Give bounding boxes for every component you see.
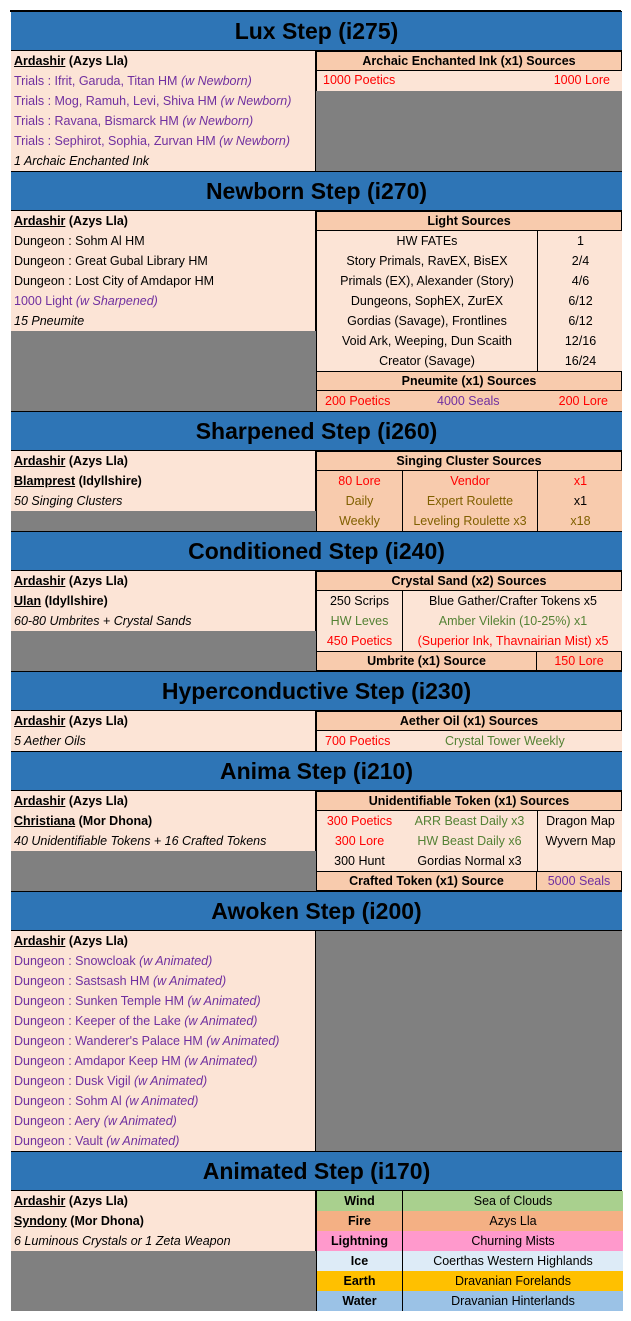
crystal-row2-b: Amber Vilekin (10-25%) x1 [438,614,588,628]
animated-empty-area [11,1251,316,1311]
singing-cluster-table [316,471,622,531]
light-row-source: Creator (Savage) [379,354,475,368]
newborn-dungeon-2: Dungeon : Great Gubal Library HM [14,254,208,268]
section-title-newborn: Newborn Step (i270) [11,171,622,211]
umbrite-header: Umbrite (x1) Source [316,651,537,671]
light-row-source: HW FATEs [396,234,458,248]
section-title-sharpened: Sharpened Step (i260) [11,411,622,451]
newborn-light: 1000 Light (w Sharpened) [14,294,158,308]
token-row3-a: 300 Hunt [334,854,385,868]
anima-requirement: 40 Unidentifiable Tokens + 16 Crafted Tokens [14,834,267,848]
zone-coerthas: Coerthas Western Highlands [402,1251,623,1271]
light-row-source: Story Primals, RavEX, BisEX [346,254,508,268]
token-row3-b: Gordias Normal x3 [417,854,522,868]
anima-npc2: Christiana (Mor Dhona) [14,814,153,828]
awoken-dungeon: Dungeon : Keeper of the Lake (w Animated) [14,1014,258,1028]
anima-empty-area [11,851,316,891]
awoken-dungeon: Dungeon : Wanderer's Palace HM (w Animated) [14,1034,280,1048]
pneumite-sources-row [316,391,622,411]
relic-guide-sheet [10,10,621,1308]
zone-azys-lla: Azys Lla [402,1211,623,1231]
section-title-awoken: Awoken Step (i200) [11,891,622,931]
hyper-left-panel [11,711,316,751]
section-title-lux: Lux Step (i275) [11,11,622,51]
crystal-sand-header: Crystal Sand (x2) Sources [316,571,622,591]
singing-row1-c: x1 [573,474,588,488]
animated-requirement: 6 Luminous Crystals or 1 Zeta Weapon [14,1234,231,1248]
zone-hinterlands: Dravanian Hinterlands [402,1291,623,1311]
aether-oil-poetics: 700 Poetics [325,734,391,748]
sharpened-empty-area [11,511,316,531]
element-lightning: Lightning [317,1231,402,1251]
section-title-conditioned: Conditioned Step (i240) [11,531,622,571]
crystal-row1-b: Blue Gather/Crafter Tokens x5 [429,594,597,608]
lux-trial-1: Trials : Ifrit, Garuda, Titan HM (w Newborn) [14,74,252,88]
light-row-source: Gordias (Savage), Frontlines [347,314,507,328]
singing-row3-c: x18 [570,514,591,528]
lux-sources-row [316,71,622,91]
crystal-row3-a: 450 Poetics [326,634,393,648]
hyper-npc: Ardashir (Azys Lla) [14,714,128,728]
aether-oil-row [316,731,622,751]
element-water: Water [317,1291,402,1311]
crystal-row2-a: HW Leves [330,614,389,628]
awoken-dungeon: Dungeon : Aery (w Animated) [14,1114,177,1128]
sharpened-left-panel [11,451,316,511]
singing-row3-a: Weekly [339,514,380,528]
conditioned-empty-area [11,631,316,671]
token-row2-b: HW Beast Daily x6 [417,834,522,848]
light-row-value: 6/12 [568,294,593,308]
token-row2-a: 300 Lore [334,834,385,848]
token-row1-b: ARR Beast Daily x3 [414,814,525,828]
light-row-value: 1 [577,234,584,248]
aether-oil-weekly: Crystal Tower Weekly [445,734,565,748]
lux-trial-3: Trials : Ravana, Bismarck HM (w Newborn) [14,114,254,128]
zone-sea-of-clouds: Sea of Clouds [402,1191,623,1211]
crystal-row1-a: 250 Scrips [329,594,390,608]
crystal-sand-table [316,591,622,651]
element-ice: Ice [317,1251,402,1271]
singing-cluster-header: Singing Cluster Sources [316,451,622,471]
singing-row1-a: 80 Lore [338,474,381,488]
newborn-left-panel [11,211,316,331]
lux-trial-2: Trials : Mog, Ramuh, Levi, Shiva HM (w Newborn) [14,94,292,108]
lux-left-panel [11,51,316,171]
section-title-hyperconductive: Hyperconductive Step (i230) [11,671,622,711]
sharpened-npc: Ardashir (Azys Lla) [14,454,128,468]
section-title-anima: Anima Step (i210) [11,751,622,791]
light-row-value: 2/4 [571,254,590,268]
anima-npc: Ardashir (Azys Lla) [14,794,128,808]
conditioned-npc: Ardashir (Azys Lla) [14,574,128,588]
conditioned-requirement: 60-80 Umbrites + Crystal Sands [14,614,192,628]
element-wind: Wind [317,1191,402,1211]
newborn-dungeon-1: Dungeon : Sohm Al HM [14,234,145,248]
anima-left-panel [11,791,316,851]
newborn-dungeon-3: Dungeon : Lost City of Amdapor HM [14,274,215,288]
light-row-source: Void Ark, Weeping, Dun Scaith [341,334,512,348]
singing-row2-a: Daily [345,494,374,508]
light-sources-table [316,231,622,371]
token-row3-c [538,851,623,871]
light-row-value: 12/16 [564,334,597,348]
lux-trial-4: Trials : Sephirot, Sophia, Zurvan HM (w Newborn) [14,134,291,148]
element-fire: Fire [317,1211,402,1231]
awoken-dungeon: Dungeon : Sohm Al (w Animated) [14,1094,199,1108]
umbrite-value: 150 Lore [536,651,622,671]
animated-left-panel [11,1191,316,1251]
sharpened-requirement: 50 Singing Clusters [14,494,123,508]
lux-source-lore: 1000 Lore [553,73,610,87]
token-row2-c: Wyvern Map [545,834,616,848]
pneumite-sources-header: Pneumite (x1) Sources [316,371,622,391]
awoken-dungeon: Dungeon : Vault (w Animated) [14,1134,180,1148]
lux-source-poetics: 1000 Poetics [323,73,396,87]
newborn-empty-area [11,331,316,411]
light-row-source: Primals (EX), Alexander (Story) [340,274,514,288]
awoken-npc: Ardashir (Azys Lla) [14,934,128,948]
lux-requirement: 1 Archaic Enchanted Ink [14,154,150,168]
light-row-source: Dungeons, SophEX, ZurEX [350,294,504,308]
crystal-row3-b: (Superior Ink, Thavnairian Mist) x5 [417,634,609,648]
animated-npc2: Syndony (Mor Dhona) [14,1214,144,1228]
sharpened-npc2: Blamprest (Idyllshire) [14,474,142,488]
newborn-requirement: 15 Pneumite [14,314,85,328]
awoken-left-panel [11,931,316,1151]
awoken-empty-area [316,931,622,1151]
hyper-requirement: 5 Aether Oils [14,734,86,748]
singing-row3-b: Leveling Roulette x3 [413,514,527,528]
zone-churning-mists: Churning Mists [402,1231,623,1251]
conditioned-left-panel [11,571,316,631]
aether-oil-header: Aether Oil (x1) Sources [316,711,622,731]
crafted-token-header: Crafted Token (x1) Source [316,871,537,891]
zone-forelands: Dravanian Forelands [402,1271,623,1291]
light-row-value: 4/6 [571,274,590,288]
lux-npc: Ardashir (Azys Lla) [14,54,128,68]
awoken-dungeon: Dungeon : Dusk Vigil (w Animated) [14,1074,208,1088]
awoken-dungeon: Dungeon : Sunken Temple HM (w Animated) [14,994,261,1008]
singing-row2-b: Expert Roulette [426,494,514,508]
token-row1-a: 300 Poetics [326,814,393,828]
singing-row1-b: Vendor [450,474,490,488]
light-sources-header: Light Sources [316,211,622,231]
awoken-dungeon: Dungeon : Snowcloak (w Animated) [14,954,213,968]
light-row-value: 6/12 [568,314,593,328]
section-title-animated: Animated Step (i170) [11,1151,622,1191]
pneumite-lore: 200 Lore [558,394,608,408]
conditioned-npc2: Ulan (Idyllshire) [14,594,108,608]
animated-npc: Ardashir (Azys Lla) [14,1194,128,1208]
pneumite-poetics: 200 Poetics [325,394,391,408]
awoken-dungeon: Dungeon : Sastsash HM (w Animated) [14,974,227,988]
awoken-dungeon: Dungeon : Amdapor Keep HM (w Animated) [14,1054,258,1068]
singing-row2-c: x1 [573,494,588,508]
element-earth: Earth [317,1271,402,1291]
unidentifiable-token-header: Unidentifiable Token (x1) Sources [316,791,622,811]
light-row-value: 16/24 [564,354,597,368]
unidentifiable-token-table [316,811,622,871]
lux-empty-area [316,91,622,171]
crafted-token-value: 5000 Seals [536,871,622,891]
element-zone-table [316,1191,622,1311]
newborn-npc: Ardashir (Azys Lla) [14,214,128,228]
token-row1-c: Dragon Map [546,814,615,828]
pneumite-seals: 4000 Seals [437,394,500,408]
lux-sources-header: Archaic Enchanted Ink (x1) Sources [316,51,622,71]
